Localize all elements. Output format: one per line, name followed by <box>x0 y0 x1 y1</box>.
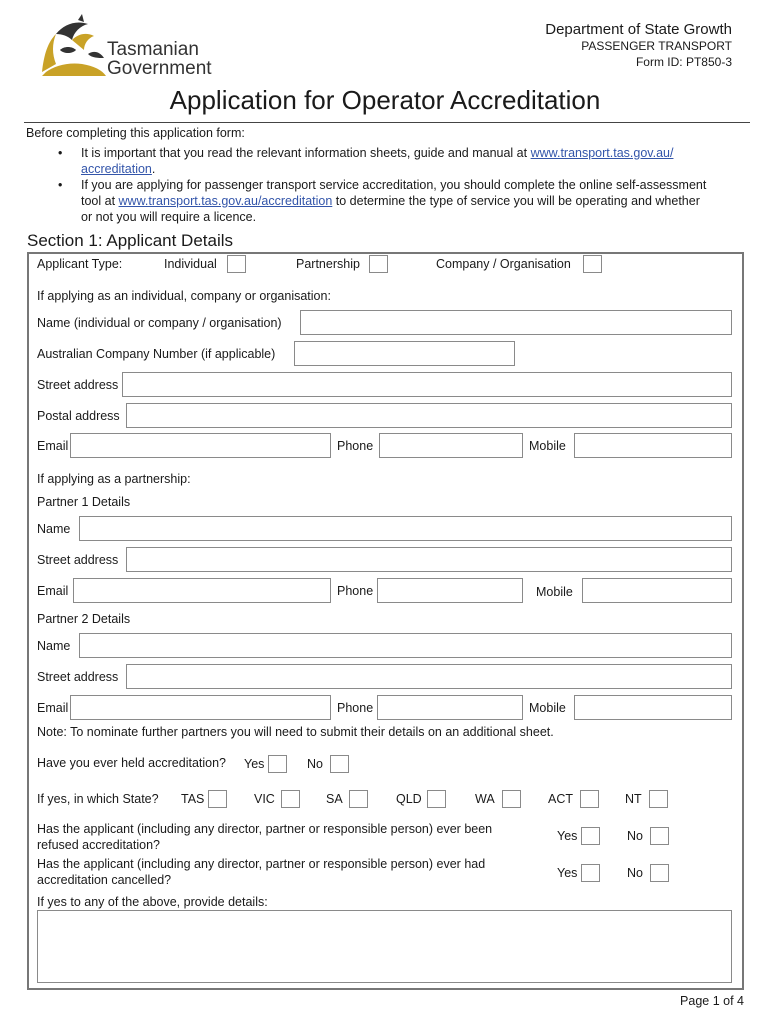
department-name: Department of State Growth <box>545 21 732 38</box>
tasmanian-government-logo <box>34 14 224 80</box>
partner1-mobile-label: Mobile <box>536 585 573 599</box>
partner2-mobile-input[interactable] <box>574 695 732 720</box>
name-label: Name (individual or company / organisation) <box>37 316 282 330</box>
cancelled-yes-checkbox[interactable] <box>581 864 600 882</box>
accreditation-link[interactable]: accreditation <box>81 162 152 176</box>
held-yes-checkbox[interactable] <box>268 755 287 773</box>
held-yes-label: Yes <box>244 757 265 771</box>
title-rule <box>24 122 750 123</box>
type-partnership-checkbox[interactable] <box>369 255 388 273</box>
type-company-checkbox[interactable] <box>583 255 602 273</box>
state-vic-checkbox[interactable] <box>281 790 300 808</box>
held-no-checkbox[interactable] <box>330 755 349 773</box>
bullet1-end: . <box>151 162 156 176</box>
which-state-label: If yes, in which State? <box>37 792 159 806</box>
held-no-label: No <box>307 757 323 771</box>
state-tas-label: TAS <box>181 792 205 806</box>
partner1-heading: Partner 1 Details <box>37 495 131 509</box>
intro-bullet-1 <box>81 146 673 161</box>
partner1-street-input[interactable] <box>126 547 732 572</box>
refused-yes-label: Yes <box>557 829 578 843</box>
state-act-checkbox[interactable] <box>580 790 599 808</box>
partner1-phone-label: Phone <box>337 584 374 598</box>
details-label: If yes to any of the above, provide details: <box>37 895 268 909</box>
type-partnership-label: Partnership <box>296 257 360 271</box>
refused-no-label: No <box>627 829 643 843</box>
phone-label: Phone <box>337 439 374 453</box>
type-individual-checkbox[interactable] <box>227 255 246 273</box>
state-wa-label: WA <box>475 792 495 806</box>
partner2-email-input[interactable] <box>70 695 331 720</box>
refused-no-checkbox[interactable] <box>650 827 669 845</box>
state-qld-label: QLD <box>396 792 422 806</box>
state-qld-checkbox[interactable] <box>427 790 446 808</box>
state-vic-label: VIC <box>254 792 275 806</box>
refused-yes-checkbox[interactable] <box>581 827 600 845</box>
partner2-email-label: Email <box>37 701 69 715</box>
self-assessment-link[interactable]: www.transport.tas.gov.au/accreditation <box>118 194 333 208</box>
partner2-phone-input[interactable] <box>377 695 523 720</box>
bullet-dot: • <box>58 146 63 160</box>
partner1-mobile-input[interactable] <box>582 578 732 603</box>
mobile-input[interactable] <box>574 433 732 458</box>
tasmanian-tiger-emblem-icon <box>34 14 108 78</box>
state-act-label: ACT <box>548 792 573 806</box>
acn-label: Australian Company Number (if applicable) <box>37 347 276 361</box>
partnership-instructions: If applying as a partnership: <box>37 472 191 486</box>
partner1-email-label: Email <box>37 584 69 598</box>
section1-heading: Section 1: Applicant Details <box>27 231 234 250</box>
logo-text-line1: Tasmanian <box>107 39 199 60</box>
page-number: Page 1 of 4 <box>680 994 744 1008</box>
street-label: Street address <box>37 378 119 392</box>
partner2-street-input[interactable] <box>126 664 732 689</box>
division-name: PASSENGER TRANSPORT <box>581 39 732 53</box>
refused-question-line1: Has the applicant (including any director, partner or responsible person) ever been <box>37 822 493 836</box>
mobile-label: Mobile <box>529 439 566 453</box>
partners-note: Note: To nominate further partners you will need to submit their details on an additional sheet. <box>37 725 554 739</box>
logo-text-line2: Government <box>107 58 212 79</box>
intro-bullet-2-line1: If you are applying for passenger transport service accreditation, you should complete the online self-assessment <box>81 178 707 192</box>
partner2-phone-label: Phone <box>337 701 374 715</box>
state-sa-label: SA <box>326 792 343 806</box>
state-wa-checkbox[interactable] <box>502 790 521 808</box>
partner2-mobile-label: Mobile <box>529 701 566 715</box>
cancelled-question-line1: Has the applicant (including any director, partner or responsible person) ever had <box>37 857 486 871</box>
intro-bullet-2-line3: or not you will require a licence. <box>81 210 257 224</box>
partner2-street-label: Street address <box>37 670 119 684</box>
partner1-name-label: Name <box>37 522 71 536</box>
name-input[interactable] <box>300 310 732 335</box>
partner1-email-input[interactable] <box>73 578 331 603</box>
email-label: Email <box>37 439 69 453</box>
applicant-type-label: Applicant Type: <box>37 257 123 271</box>
phone-input[interactable] <box>379 433 523 458</box>
cancelled-question-line2: accreditation cancelled? <box>37 873 172 887</box>
cancelled-no-label: No <box>627 866 643 880</box>
form-id: Form ID: PT850-3 <box>635 55 732 69</box>
street-input[interactable] <box>122 372 732 397</box>
held-accreditation-question: Have you ever held accreditation? <box>37 756 227 770</box>
partner2-heading: Partner 2 Details <box>37 612 131 626</box>
bullet1-text: It is important that you read the relevant information sheets, guide and manual at <box>81 146 531 160</box>
partner1-name-input[interactable] <box>79 516 732 541</box>
type-company-label: Company / Organisation <box>436 257 571 271</box>
partner2-name-input[interactable] <box>79 633 732 658</box>
email-input[interactable] <box>70 433 331 458</box>
transport-website-link[interactable]: www.transport.tas.gov.au/ <box>530 146 674 160</box>
details-textarea[interactable] <box>37 910 732 983</box>
partner1-phone-input[interactable] <box>377 578 523 603</box>
type-individual-label: Individual <box>164 257 217 271</box>
state-nt-checkbox[interactable] <box>649 790 668 808</box>
intro-bullet-1-cont <box>81 162 155 177</box>
page-title: Application for Operator Accreditation <box>169 85 601 115</box>
state-nt-label: NT <box>625 792 642 806</box>
postal-label: Postal address <box>37 409 120 423</box>
intro-lead: Before completing this application form: <box>26 126 245 140</box>
refused-question-line2: refused accreditation? <box>37 838 160 852</box>
individual-instructions: If applying as an individual, company or organisation: <box>37 289 331 303</box>
state-sa-checkbox[interactable] <box>349 790 368 808</box>
acn-input[interactable] <box>294 341 515 366</box>
cancelled-yes-label: Yes <box>557 866 578 880</box>
partner1-street-label: Street address <box>37 553 119 567</box>
postal-input[interactable] <box>126 403 732 428</box>
bullet2-post: to determine the type of service you will be operating and whether <box>332 194 700 208</box>
partner2-name-label: Name <box>37 639 71 653</box>
cancelled-no-checkbox[interactable] <box>650 864 669 882</box>
state-tas-checkbox[interactable] <box>208 790 227 808</box>
bullet2-pre: tool at <box>81 194 119 208</box>
bullet-dot: • <box>58 178 63 192</box>
intro-bullet-2-line2 <box>81 194 700 209</box>
